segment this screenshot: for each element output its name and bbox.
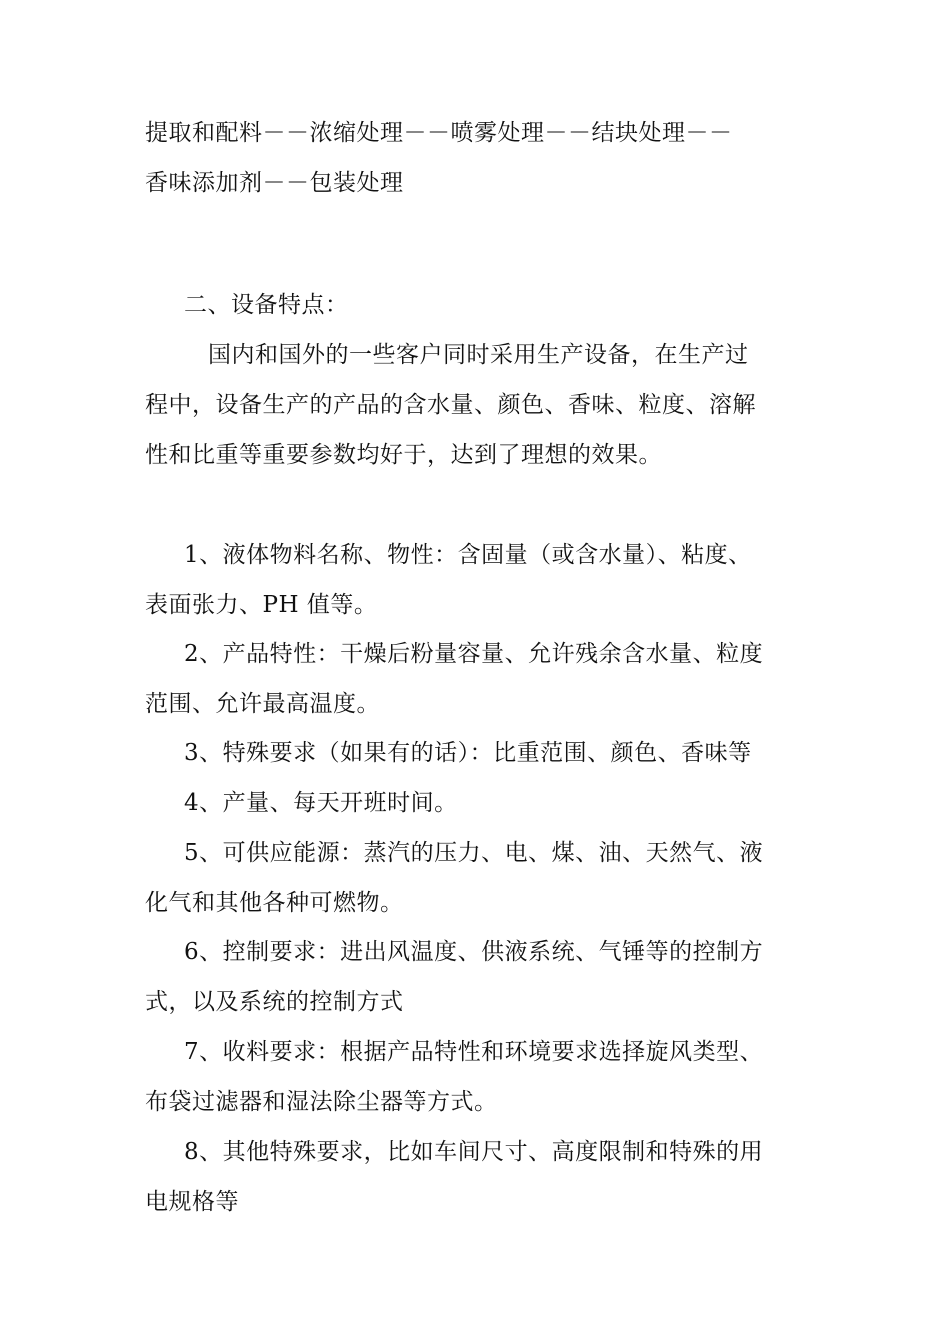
requirement-8-line-1: 8、其他特殊要求，比如车间尺寸、高度限制和特殊的用 (184, 1139, 764, 1165)
requirement-6-line-2: 式，以及系统的控制方式 (145, 989, 404, 1015)
section-heading: 二、设备特点： (184, 292, 349, 318)
intro-line-2: 程中，设备生产的产品的含水量、颜色、香味、粒度、溶解 (145, 392, 756, 418)
requirement-5-line-2: 化气和其他各种可燃物。 (145, 890, 404, 916)
requirement-5-line-1: 5、可供应能源：蒸汽的压力、电、煤、油、天然气、液 (184, 840, 764, 866)
process-flow-line-2: 香味添加剂－－包装处理 (145, 170, 404, 196)
requirement-3: 3、特殊要求（如果有的话）：比重范围、颜色、香味等 (184, 740, 752, 766)
requirement-4: 4、产量、每天开班时间。 (184, 790, 458, 816)
process-flow-line-1: 提取和配料－－浓缩处理－－喷雾处理－－结块处理－－ (145, 120, 733, 146)
requirement-1-line-2: 表面张力、PH 值等。 (145, 592, 378, 618)
intro-line-1: 国内和国外的一些客户同时采用生产设备，在生产过 (208, 342, 749, 368)
requirement-7-line-1: 7、收料要求：根据产品特性和环境要求选择旋风类型、 (184, 1039, 764, 1065)
requirement-2-line-1: 2、产品特性：干燥后粉量容量、允许残余含水量、粒度 (184, 641, 764, 667)
requirement-6-line-1: 6、控制要求：进出风温度、供液系统、气锤等的控制方 (184, 939, 764, 965)
requirement-1-line-1: 1、液体物料名称、物性：含固量（或含水量）、粘度、 (184, 542, 752, 568)
requirement-8-line-2: 电规格等 (145, 1189, 239, 1215)
requirement-2-line-2: 范围、允许最高温度。 (145, 691, 380, 717)
intro-line-3: 性和比重等重要参数均好于，达到了理想的效果。 (145, 442, 662, 468)
requirement-7-line-2: 布袋过滤器和湿法除尘器等方式。 (145, 1089, 498, 1115)
